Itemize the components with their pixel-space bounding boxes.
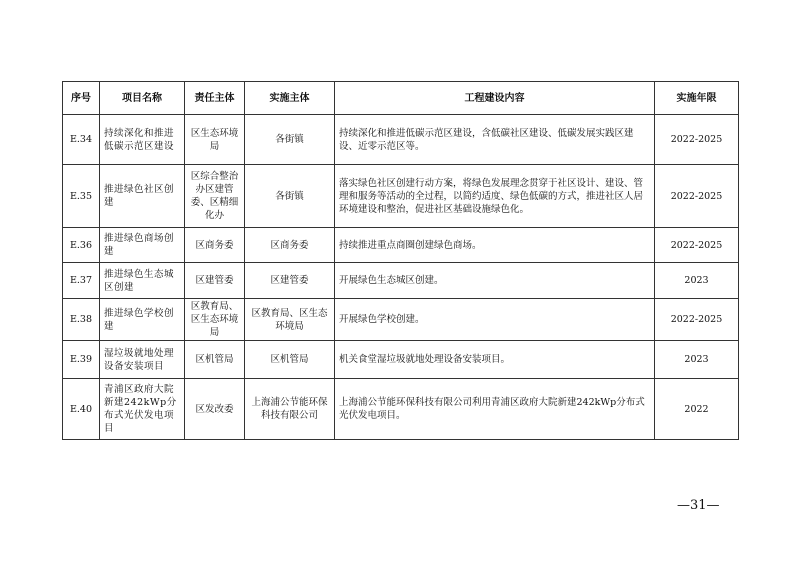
row-content: 开展绿色学校创建。 (335, 299, 655, 341)
row-content: 上海浦公节能环保科技有限公司利用青浦区政府大院新建242kWp分布式光伏发电项目。 (335, 379, 655, 440)
header-years: 实施年限 (655, 82, 739, 115)
row-no: E.34 (63, 115, 100, 165)
row-implementer: 各街镇 (245, 165, 335, 228)
page-number: —31— (677, 498, 720, 513)
table-row (63, 228, 739, 263)
row-responsible: 区综合整治办区建管委、区精细化办 (185, 165, 245, 228)
row-responsible: 区发改委 (185, 379, 245, 440)
row-responsible: 区建管委 (185, 263, 245, 299)
row-no: E.38 (63, 299, 100, 341)
row-no: E.39 (63, 341, 100, 379)
row-name: 湿垃圾就地处理设备安装项目 (100, 341, 185, 379)
row-implementer: 区机管局 (245, 341, 335, 379)
header-responsible: 责任主体 (185, 82, 245, 115)
row-content: 机关食堂湿垃圾就地处理设备安装项目。 (335, 341, 655, 379)
table-row (63, 299, 739, 341)
project-table (62, 81, 739, 440)
table-header-row (63, 82, 739, 115)
row-years: 2022-2025 (655, 299, 739, 341)
row-implementer: 区商务委 (245, 228, 335, 263)
row-years: 2022-2025 (655, 165, 739, 228)
header-no: 序号 (63, 82, 100, 115)
row-implementer: 各街镇 (245, 115, 335, 165)
row-content: 开展绿色生态城区创建。 (335, 263, 655, 299)
row-name: 推进绿色商场创建 (100, 228, 185, 263)
row-no: E.37 (63, 263, 100, 299)
row-content: 持续深化和推进低碳示范区建设，含低碳社区建设、低碳发展实践区建设、近零示范区等。 (335, 115, 655, 165)
row-responsible: 区生态环境局 (185, 115, 245, 165)
row-years: 2023 (655, 263, 739, 299)
row-responsible: 区机管局 (185, 341, 245, 379)
row-name: 推进绿色学校创建 (100, 299, 185, 341)
row-responsible: 区教育局、区生态环境局 (185, 299, 245, 341)
row-implementer: 上海浦公节能环保科技有限公司 (245, 379, 335, 440)
header-implementer: 实施主体 (245, 82, 335, 115)
table-row (63, 115, 739, 165)
row-name: 推进绿色社区创建 (100, 165, 185, 228)
table-row (63, 165, 739, 228)
row-responsible: 区商务委 (185, 228, 245, 263)
table-row (63, 263, 739, 299)
row-years: 2022 (655, 379, 739, 440)
row-no: E.36 (63, 228, 100, 263)
row-no: E.35 (63, 165, 100, 228)
row-no: E.40 (63, 379, 100, 440)
row-implementer: 区建管委 (245, 263, 335, 299)
table-row (63, 341, 739, 379)
row-name: 推进绿色生态城区创建 (100, 263, 185, 299)
row-content: 落实绿色社区创建行动方案，将绿色发展理念贯穿于社区设计、建设、管理和服务等活动的全过程，以简约适度、绿色低碳的方式，推进社区人居环境建设和整治，促进社区基础设施绿色化。 (335, 165, 655, 228)
row-name: 青浦区政府大院新建242kWp分布式光伏发电项目 (100, 379, 185, 440)
row-content: 持续推进重点商圈创建绿色商场。 (335, 228, 655, 263)
row-years: 2022-2025 (655, 228, 739, 263)
row-name: 持续深化和推进低碳示范区建设 (100, 115, 185, 165)
row-implementer: 区教育局、区生态环境局 (245, 299, 335, 341)
header-content: 工程建设内容 (335, 82, 655, 115)
row-years: 2022-2025 (655, 115, 739, 165)
table-row (63, 379, 739, 440)
header-name: 项目名称 (100, 82, 185, 115)
row-years: 2023 (655, 341, 739, 379)
